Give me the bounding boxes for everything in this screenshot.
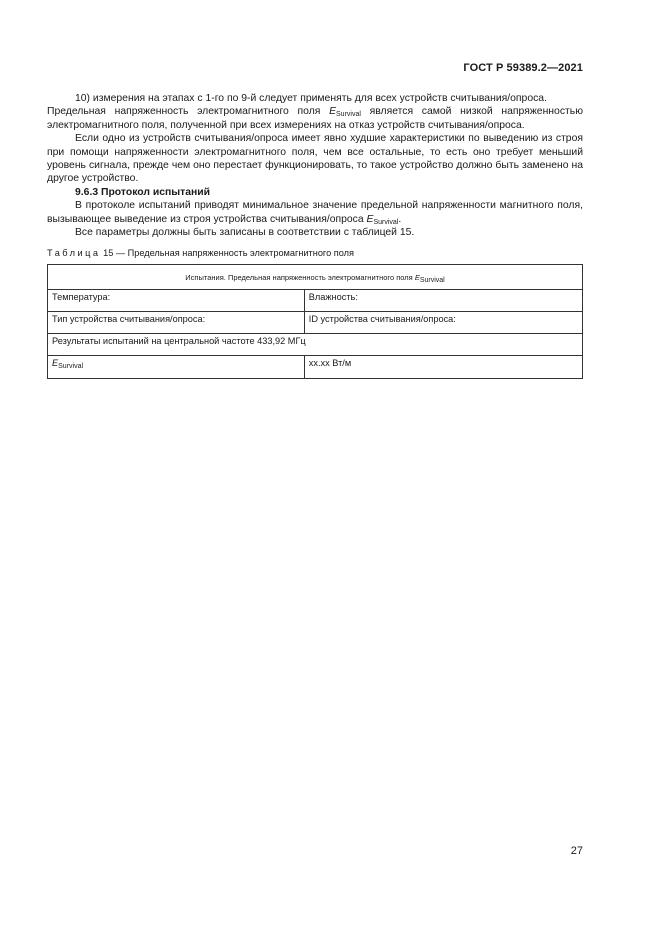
- result-subscript: Survival: [58, 363, 84, 370]
- e-survival-subscript: Survival: [336, 111, 361, 119]
- table-caption-text: 15 — Предельная напряженность электромагнитного поля: [103, 248, 354, 258]
- paragraph-definition-end: является самой низкой напряженностью электромагнитного поля, полученной при всех измерениях на отказ устройств считывания/опроса.: [47, 106, 583, 131]
- page-number: 27: [570, 845, 583, 857]
- paragraph-parameters: Все параметры должны быть записаны в соответствии с таблицей 15.: [75, 227, 415, 239]
- result-symbol: E: [52, 358, 59, 368]
- table-title: [48, 265, 583, 290]
- results-header-cell: Результаты испытаний на центральной частоте 433,92 МГц: [48, 334, 583, 356]
- table-caption: [47, 248, 354, 258]
- table-title-symbol: E: [414, 272, 420, 282]
- reader-type-cell: Тип устройства считывания/опроса:: [48, 312, 305, 334]
- e-survival-subscript-2: Survival: [373, 218, 399, 226]
- section-heading: 9.6.3 Протокол испытаний: [75, 186, 211, 198]
- table-title-text: Испытания. Предельная напряженность электромагнитного поля: [185, 272, 415, 282]
- document-id: ГОСТ Р 59389.2—2021: [463, 62, 583, 74]
- humidity-cell: Влажность:: [304, 290, 582, 312]
- paragraph-protocol-end: .: [398, 213, 402, 225]
- e-survival-symbol: E: [329, 106, 337, 118]
- result-symbol-cell: [48, 356, 305, 379]
- paragraph-definition-start: Предельная напряженность электромагнитного поля: [47, 106, 330, 118]
- paragraph-protocol: [47, 199, 583, 226]
- temperature-cell: Температура:: [48, 290, 305, 312]
- result-value-cell: xx.xx Вт/м: [304, 356, 582, 379]
- paragraph-replacement: Если одно из устройств считывания/опроса имеет явно худшие характеристики по выведению из строя при помощи напряженности электромагнитного поля, чем все остальные, то есть оно требует меньший уровень сигнала, прежде чем оно перестает функционировать, то такое устройство должно быть заменено на другое устройство.: [47, 133, 583, 185]
- paragraph-definition: [47, 105, 583, 132]
- paragraph-protocol-start: В протоколе испытаний приводят минимальное значение предельной напряженности магнитного поля, вызывающее выведение из строя устройства считывания/опроса: [47, 200, 583, 225]
- reader-id-cell: ID устройства считывания/опроса:: [304, 312, 582, 334]
- item-10: 10) измерения на этапах с 1-го по 9-й следует применять для всех устройств считывания/опроса.: [75, 93, 547, 104]
- body-text: [47, 92, 583, 239]
- e-survival-symbol-2: E: [366, 213, 374, 225]
- table-title-subscript: Survival: [419, 276, 445, 284]
- results-table: [47, 264, 583, 379]
- table-caption-word: Таблица: [47, 248, 101, 258]
